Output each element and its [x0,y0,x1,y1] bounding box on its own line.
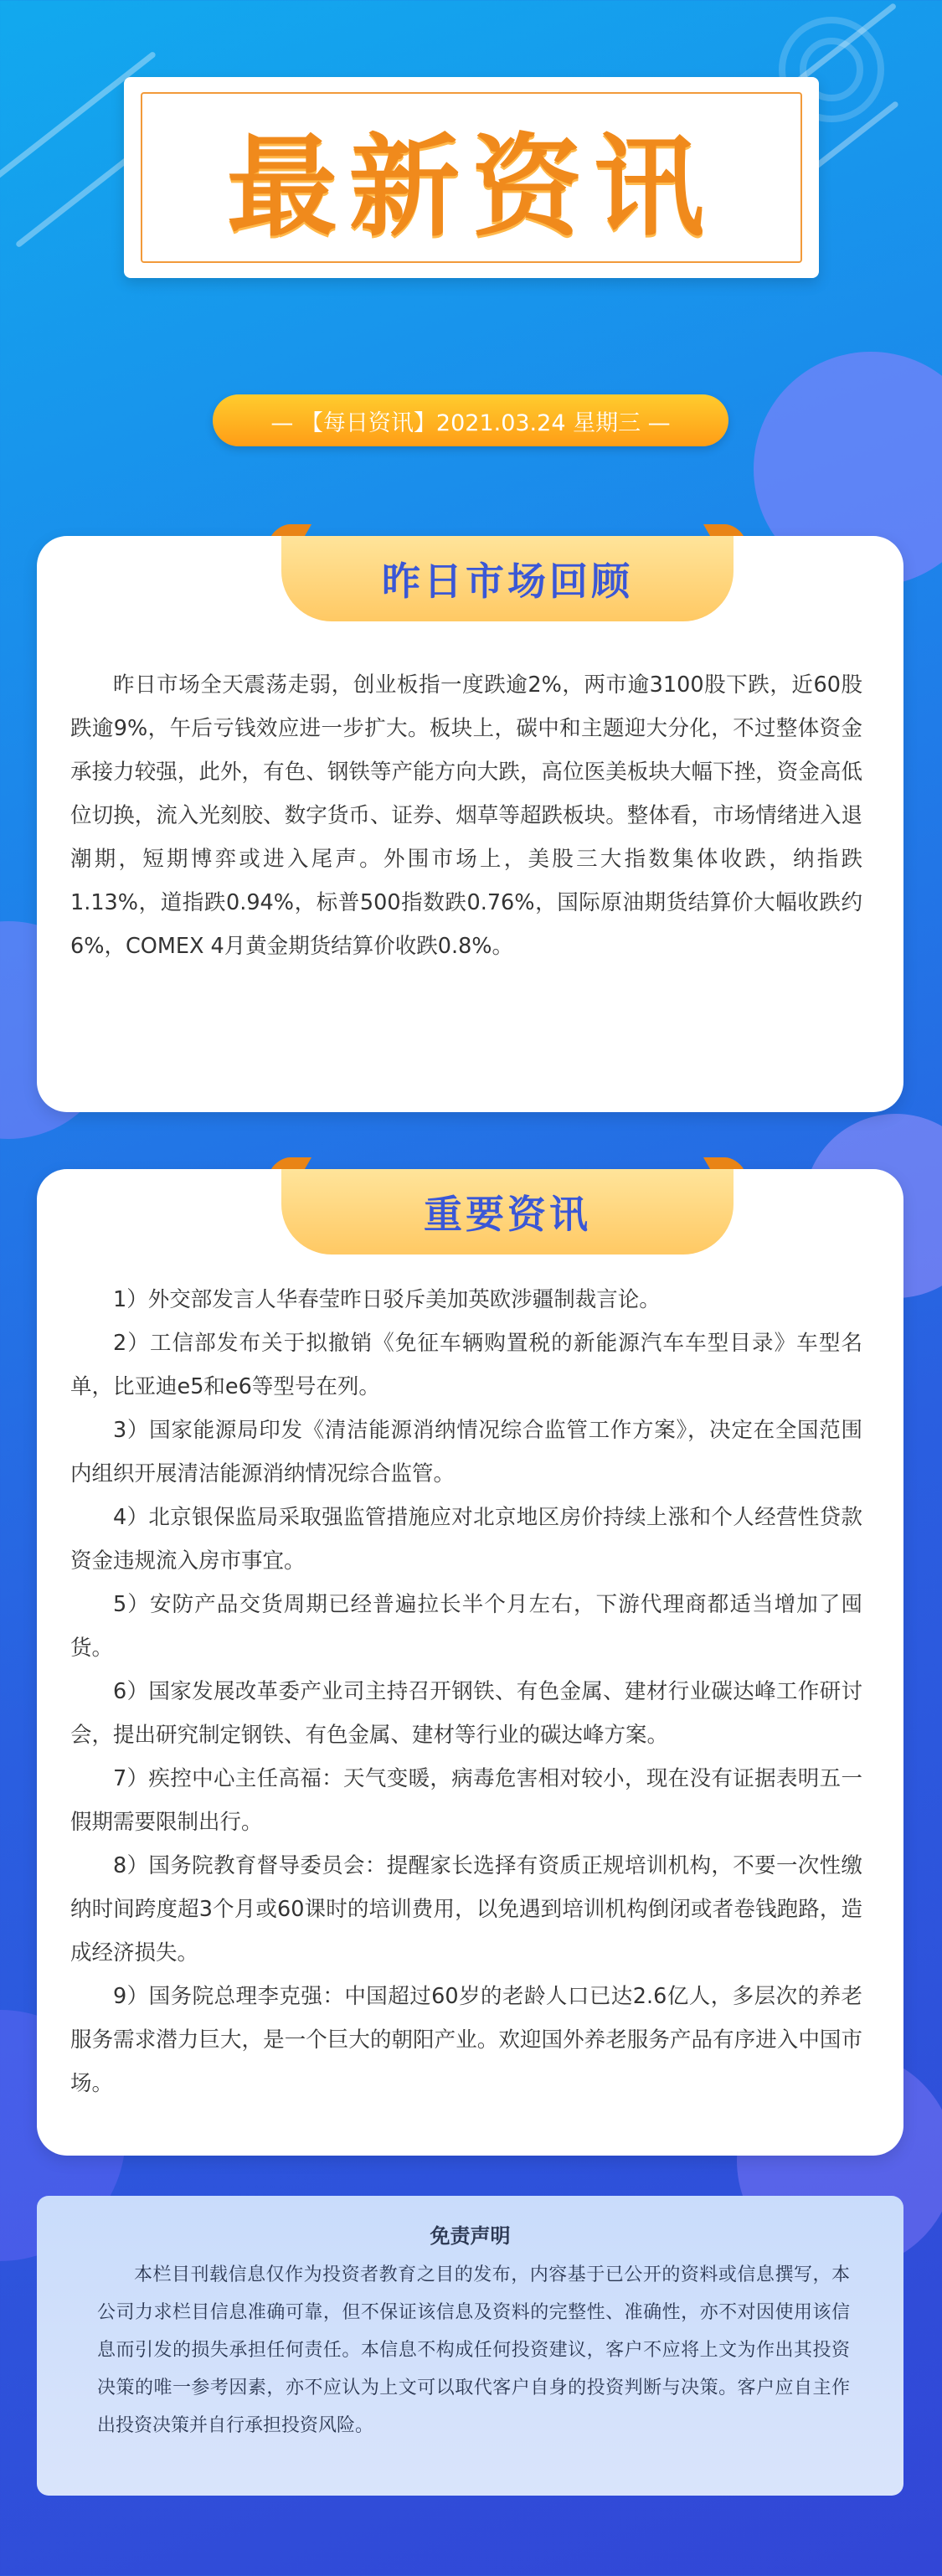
title-frame [141,92,802,263]
title-banner [124,77,819,278]
date-badge: — 【每日资讯】2021.03.24 星期三 — [213,394,728,446]
news-item-4: 4）北京银保监局采取强监管措施应对北京地区房价持续上涨和个人经营性贷款资金违规流入房市事宜。 [70,1505,862,1574]
page-title: 最新资讯 [227,123,716,252]
market-review-text [70,663,862,968]
news-item-8: 8）国务院教育督导委员会：提醒家长选择有资质正规培训机构，不要一次性缴纳时间跨度超3个月或60课时的培训费用，以免遇到培训机构倒闭或者卷钱跑路，造成经济损失。 [70,1853,862,1965]
disclaimer-box [37,2196,903,2496]
important-news-list [70,1278,862,2105]
disclaimer-text: 本栏目刊载信息仅作为投资者教育之目的发布，内容基于已公开的资料或信息撰写，本公司力求栏目信息准确可靠，但不保证该信息及资料的完整性、准确性，亦不对因使用该信息而引发的损失承担任何责任。本信息不构成任何投资建议，客户不应将上文为作出其投资决策的唯一参考因素，亦不应认为上文可以取代客户自身的投资判断与决策。客户应自主作出投资决策并自行承担投资风险。 [97,2264,850,2436]
market-review-heading: 昨日市场回顾 [382,559,633,604]
news-item-3: 3）国家能源局印发《清洁能源消纳情况综合监管工作方案》，决定在全国范围内组织开展清洁能源消纳情况综合监管。 [70,1418,862,1486]
news-item-2: 2）工信部发布关于拟撤销《免征车辆购置税的新能源汽车车型目录》车型名单，比亚迪e5和e6等型号在列。 [70,1331,862,1399]
news-item-7: 7）疾控中心主任高福：天气变暖，病毒危害相对较小，现在没有证据表明五一假期需要限制出行。 [70,1766,862,1835]
news-item-9: 9）国务院总理李克强：中国超过60岁的老龄人口已达2.6亿人，多层次的养老服务需求潜力巨大，是一个巨大的朝阳产业。欢迎国外养老服务产品有序进入中国市场。 [70,1984,862,2096]
important-news-heading: 重要资讯 [424,1192,591,1237]
news-item-6: 6）国家发展改革委产业司主持召开钢铁、有色金属、建材行业碳达峰工作研讨会，提出研究制定钢铁、有色金属、建材等行业的碳达峰方案。 [70,1679,862,1748]
important-news-tab [281,1169,734,1255]
market-review-paragraph: 昨日市场全天震荡走弱，创业板指一度跌逾2%，两市逾3100股下跌，近60股跌逾9%，午后亏钱效应进一步扩大。板块上，碳中和主题迎大分化，不过整体资金承接力较强，此外，有色、钢铁等产能方向大跌，高位医美板块大幅下挫，资金高低位切换，流入光刻胶、数字货币、证券、烟草等超跌板块。整体看，市场情绪进入退潮期，短期博弈或进入尾声。外围市场上，美股三大指数集体收跌，纳指跌1.13%，道指跌0.94%，标普500指数跌0.76%，国际原油期货结算价大幅收跌约6%，COMEX 4月黄金期货结算价收跌0.8%。 [70,672,862,959]
news-item-5: 5）安防产品交货周期已经普遍拉长半个月左右，下游代理商都适当增加了囤货。 [70,1592,862,1661]
market-review-tab [281,536,734,621]
disclaimer-title: 免责声明 [430,2224,511,2248]
news-item-1: 1）外交部发言人华春莹昨日驳斥美加英欧涉疆制裁言论。 [113,1287,661,1312]
